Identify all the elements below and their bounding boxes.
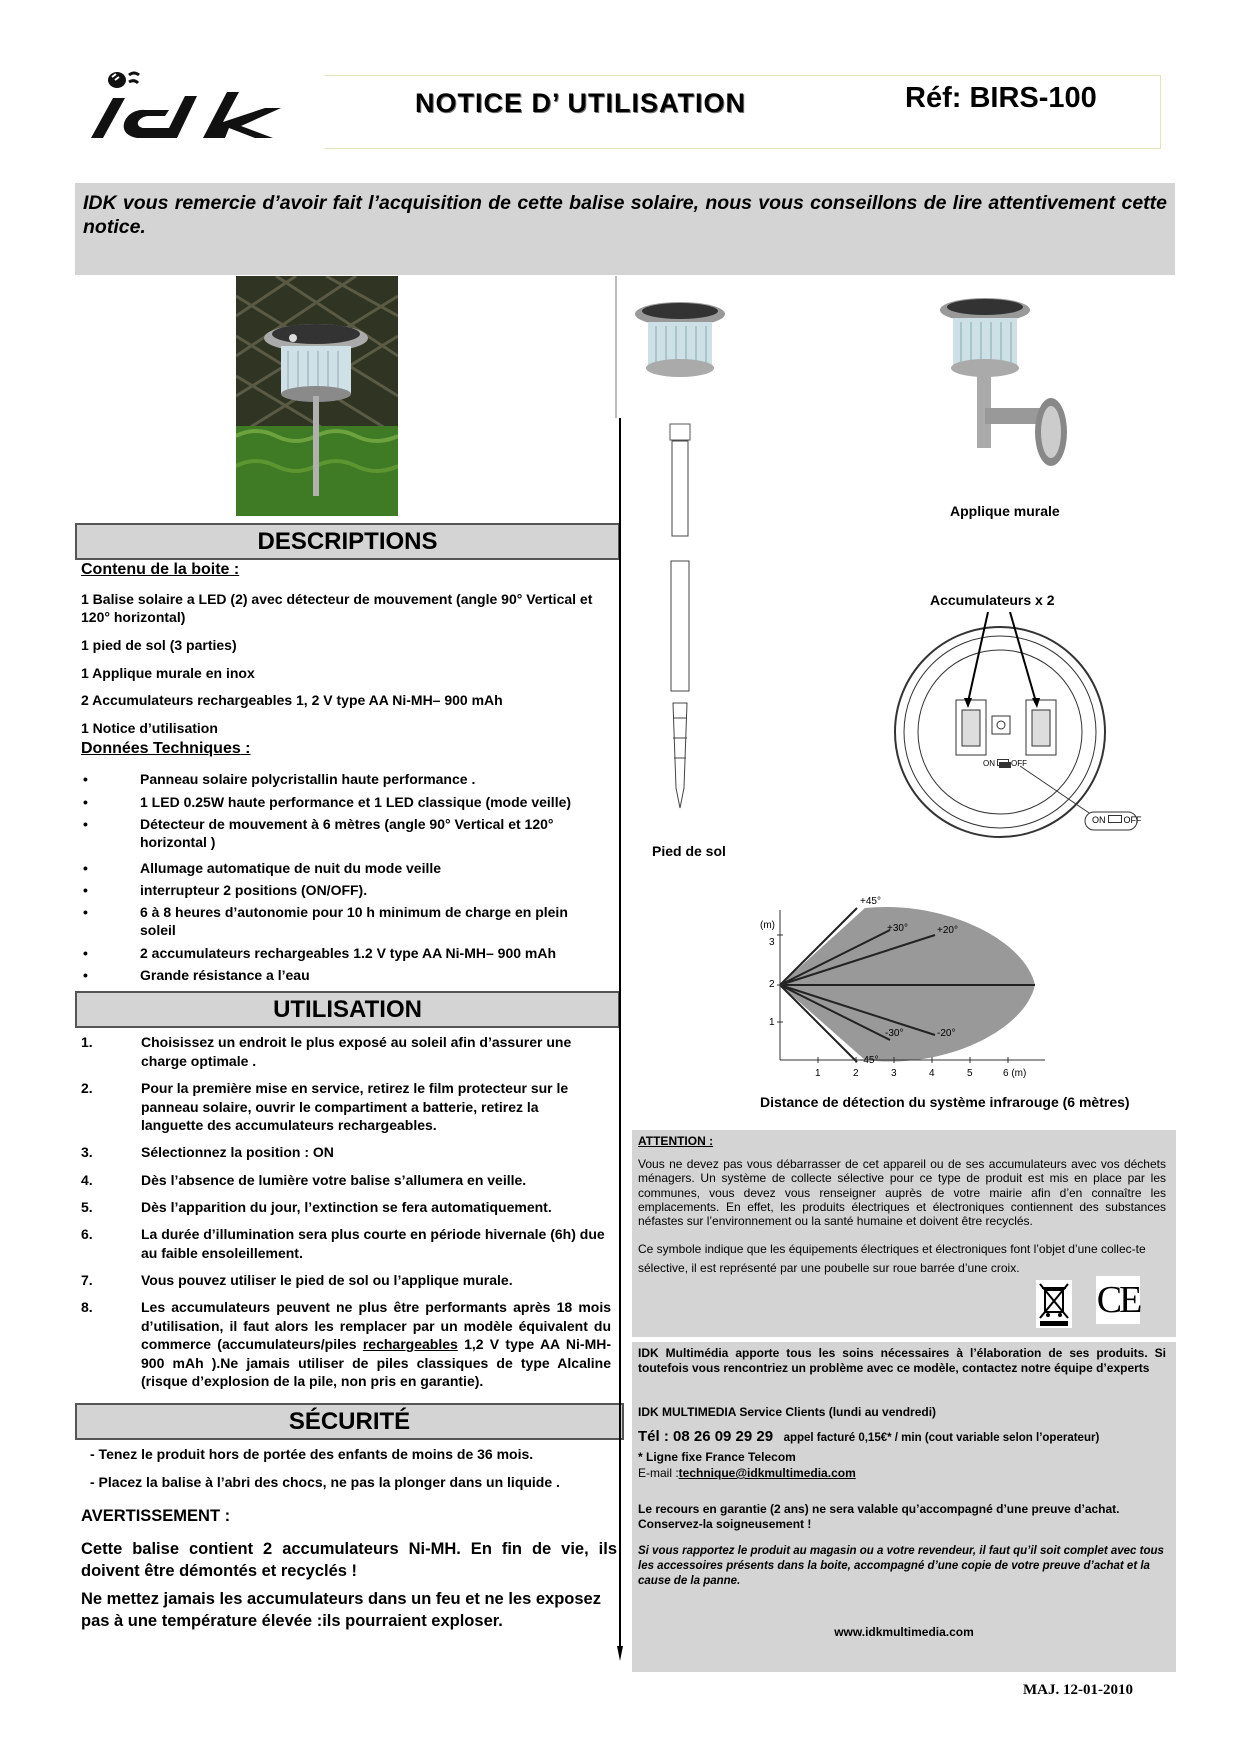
tech-item <box>83 966 610 984</box>
intro-banner <box>75 183 1175 275</box>
chart-x-tick: 4 <box>929 1068 935 1079</box>
chart-x-tick: 1 <box>815 1068 821 1079</box>
batteries-caption: Accumulateurs x 2 <box>930 592 1055 608</box>
contents-item: 1 pied de sol (3 parties) <box>81 637 237 653</box>
email-link[interactable]: technique@idkmultimedia.com <box>678 1466 856 1480</box>
step-text: Pour la première mise en service, retirez le film protecteur sur le panneau solaire, ouvrir le compartiment a batterie, retirez la languette des accumulateurs rechargeables. <box>141 1080 569 1133</box>
tech-item-text: 1 LED 0.25W haute performance et 1 LED classique (mode veille) <box>140 794 572 810</box>
tech-item <box>83 793 610 811</box>
wall-caption: Applique murale <box>950 503 1060 519</box>
step-number: 5. <box>81 1199 93 1215</box>
intro-text: IDK vous remercie d’avoir fait l’acquisition de cette balise solaire, nous vous conseillons de lire attentivement cette notice. <box>83 192 1167 238</box>
angle-label: +20° <box>937 925 958 936</box>
step-item <box>81 1079 601 1135</box>
stake-caption: Pied de sol <box>652 843 726 859</box>
warning-text: Ne mettez jamais les accumulateurs dans un feu et ne les exposez pas à une température élevée :ils pourraient exploser. <box>81 1590 601 1630</box>
chart-y-unit: (m) <box>760 920 775 931</box>
contact-box <box>632 1342 1176 1672</box>
tech-item <box>83 944 610 962</box>
step-text: Les accumulateurs peuvent ne plus être performants après 18 mois d’utilisation, il faut alors les remplacer par un modèle équivalent du commerce (accumulateurs/piles <box>141 1299 611 1352</box>
email-line <box>638 1466 856 1480</box>
product-photo <box>236 276 398 516</box>
step-number: 6. <box>81 1226 93 1242</box>
contents-title-colon: : <box>229 561 240 578</box>
product-reference: Réf: BIRS-100 <box>905 82 1097 114</box>
warning-text: Cette balise contient 2 accumulateurs Ni-MH. En fin de vie, ils doivent être démontés et recyclés ! <box>81 1540 617 1580</box>
stake-lamp-illustration <box>620 298 740 818</box>
contents-item: 1 Balise solaire a LED (2) avec détecteur de mouvement (angle 90° Vertical et 120° horizontal) <box>81 591 593 625</box>
wall-lamp-illustration <box>925 290 1085 500</box>
switch-zoom-label <box>1092 815 1142 825</box>
bullet-icon: • <box>83 794 88 810</box>
step-number: 1. <box>81 1034 93 1050</box>
attention-title: ATTENTION : <box>638 1134 714 1148</box>
bullet-icon: • <box>83 771 88 787</box>
column-divider <box>615 276 617 418</box>
tech-item-text: interrupteur 2 positions (ON/OFF). <box>140 882 368 898</box>
tech-item <box>83 903 600 939</box>
phone-line <box>638 1428 1099 1446</box>
tech-item <box>83 815 580 851</box>
angle-label: -20° <box>937 1028 956 1039</box>
service-hours: IDK MULTIMEDIA Service Clients (lundi au vendredi) <box>638 1405 937 1419</box>
bullet-icon: • <box>83 945 88 961</box>
contents-item: 1 Notice d’utilisation <box>81 720 218 736</box>
attention-box <box>632 1130 1176 1337</box>
contents-item: 2 Accumulateurs rechargeables 1, 2 V type AA Ni-MH– 900 mAh <box>81 692 503 708</box>
detection-caption: Distance de détection du système infrarouge (6 mètres) <box>760 1094 1130 1110</box>
step-text: La durée d’illumination sera plus courte en période hivernale (6h) due au faible ensoleillement. <box>141 1226 605 1261</box>
angle-label: +30° <box>887 923 908 934</box>
step-number: 2. <box>81 1080 93 1096</box>
bullet-icon: • <box>83 967 88 983</box>
step-number: 7. <box>81 1272 93 1288</box>
step-item <box>81 1298 611 1391</box>
step-item <box>81 1198 611 1217</box>
detection-range-diagram <box>755 890 1055 1080</box>
step-item <box>81 1271 611 1290</box>
bullet-icon: • <box>83 860 88 876</box>
return-text: Si vous rapportez le produit au magasin ou a votre revendeur, il faut qu’il soit complet avec tous les accessoires présents dans la boite, accompagné d’une copie de votre preuve d’achat et la cause de la panne. <box>638 1545 1164 1587</box>
symbol-text: Ce symbole indique que les équipements électriques et électroniques font l’objet d’une collec-te sélective, il est représenté par une poubelle sur roue barrée d’une croix. <box>638 1242 1146 1275</box>
phone-note: appel facturé 0,15€* / min (cout variable selon l’operateur) <box>783 1432 1100 1444</box>
step-item <box>81 1171 611 1190</box>
switch-icon <box>997 759 1009 766</box>
step-item <box>81 1225 611 1262</box>
step-text: Vous pouvez utiliser le pied de sol ou l’applique murale. <box>141 1272 513 1288</box>
step-number: 3. <box>81 1144 93 1160</box>
step-number: 8. <box>81 1299 93 1315</box>
step-text: Sélectionnez la position : ON <box>141 1144 334 1160</box>
switch-icon <box>1108 815 1122 823</box>
chart-y-tick: 1 <box>769 1017 775 1028</box>
safety-item: - Tenez le produit hors de portée des enfants de moins de 36 mois. <box>90 1446 534 1462</box>
step-text: Choisissez un endroit le plus exposé au soleil afin d’assurer une charge optimale . <box>141 1034 572 1069</box>
email-label: E-mail : <box>638 1466 679 1480</box>
warning-title: AVERTISSEMENT : <box>81 1507 231 1525</box>
tech-item <box>83 770 610 788</box>
securite-heading: SÉCURITÉ <box>75 1403 624 1440</box>
chart-y-tick: 2 <box>769 979 775 990</box>
tech-item <box>83 881 610 899</box>
contents-item: 1 Applique murale en inox <box>81 665 255 681</box>
bullet-icon: • <box>83 816 88 832</box>
safety-item: - Placez la balise à l’abri des chocs, ne pas la plonger dans un liquide . <box>90 1474 560 1490</box>
switch-on-label: ON <box>983 759 995 768</box>
contents-title-text: Contenu de la boite <box>81 561 230 578</box>
tech-item-text: Allumage automatique de nuit du mode veille <box>140 860 442 876</box>
bullet-icon: • <box>83 904 88 920</box>
chart-x-tick: 5 <box>967 1068 973 1079</box>
tech-item-text: Panneau solaire polycristallin haute performance . <box>140 771 476 787</box>
tech-item-text: 6 à 8 heures d’autonomie pour 10 h minimum de charge en plein soleil <box>140 904 568 938</box>
descriptions-heading: DESCRIPTIONS <box>75 523 620 560</box>
attention-text: Vous ne devez pas vous débarrasser de cet appareil ou de ses accumulateurs avec vos déchets ménagers. Un système de collecte sélective pour ce type de produit est mis en place par les communes, vous devez vous renseigner auprès de votre mairie afin d’en connaître les emplacements. En effet, les produits électriques et électroniques contiennent des substances néfastes sur l’environnement ou la santé humaine et doivent être recyclés. <box>638 1157 1166 1229</box>
step-number: 4. <box>81 1172 93 1188</box>
contents-title <box>81 561 239 579</box>
step-item <box>81 1143 611 1162</box>
tech-item <box>83 859 610 877</box>
step-text: Dès l’apparition du jour, l’extinction se fera automatiquement. <box>141 1199 552 1215</box>
tech-title-text: Données Techniques <box>81 740 241 757</box>
chart-x-unit: 6 (m) <box>1003 1068 1027 1079</box>
chart-y-tick: 3 <box>769 937 775 948</box>
guarantee-text: Le recours en garantie (2 ans) ne sera valable qu’accompagné d’une preuve d’achat. Conservez-la soigneusement ! <box>638 1502 1120 1531</box>
tech-item-text: Détecteur de mouvement à 6 mètres (angle 90° Vertical et 120° horizontal ) <box>140 816 554 850</box>
switch-off-label: OFF <box>1011 759 1027 768</box>
step-text: 1,2 V type AA Ni-MH-900 mAh ).Ne jamais utiliser de piles classiques de type Alcaline (risque d’explosion de la pile, non pris en garantie). <box>141 1336 611 1389</box>
bullet-icon: • <box>83 882 88 898</box>
crossed-bin-icon <box>1036 1280 1072 1328</box>
idk-logo <box>85 68 315 148</box>
contact-intro: IDK Multimédia apporte tous les soins nécessaires à l’élaboration de ses produits. Si toutefois vous rencontriez un problème avec ce modèle, contactez notre équipe d’experts <box>638 1346 1166 1375</box>
switch-off-label: OFF <box>1123 815 1142 825</box>
angle-label: -45° <box>860 1055 879 1066</box>
tech-item-text: 2 accumulateurs rechargeables 1.2 V type AA Ni-MH– 900 mAh <box>140 945 557 961</box>
switch-on-label: ON <box>1092 815 1106 825</box>
step-item <box>81 1033 611 1070</box>
angle-label: +45° <box>860 896 881 907</box>
phone-footnote: * Ligne fixe France Telecom <box>638 1450 796 1464</box>
update-date: MAJ. 12-01-2010 <box>1023 1682 1133 1698</box>
chart-x-tick: 3 <box>891 1068 897 1079</box>
switch-label <box>983 759 1027 768</box>
angle-label: -30° <box>885 1028 904 1039</box>
utilisation-heading: UTILISATION <box>75 991 620 1028</box>
step-text: Dès l’absence de lumière votre balise s’allumera en veille. <box>141 1172 527 1188</box>
tech-title-colon: : <box>240 740 251 757</box>
ce-mark: CE <box>1096 1276 1140 1324</box>
tech-item-text: Grande résistance a l’eau <box>140 967 310 983</box>
document-title: NOTICE D’ UTILISATION <box>415 88 746 118</box>
underlined-word: rechargeables <box>362 1336 458 1352</box>
website-link[interactable]: www.idkmultimedia.com <box>834 1625 974 1639</box>
chart-x-tick: 2 <box>853 1068 859 1079</box>
tech-title <box>81 740 251 758</box>
phone-number: Tél : 08 26 09 29 29 <box>638 1428 774 1445</box>
